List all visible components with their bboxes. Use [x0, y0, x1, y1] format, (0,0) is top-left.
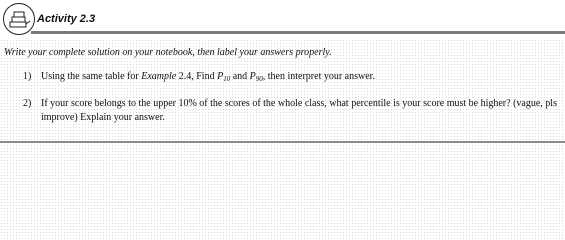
bottom-rule: [0, 141, 565, 143]
question-number: 2): [23, 98, 32, 109]
activity-header: [0, 0, 565, 40]
question-text: If your score belongs to the upper 10% of the scores of the whole class, what percentile is your score must be higher? (vague, pls improve) Explain your answer.: [41, 98, 557, 123]
question-number: 1): [23, 71, 32, 82]
activity-title: Activity 2.3: [37, 13, 96, 25]
question-text: Using the same table for Example 2.4, Find $P_{10}$ and $P_{90}$, then interpret your answer.: [41, 71, 375, 83]
activity-instructions: Write your complete solution on your notebook, then label your answers properly.: [4, 47, 332, 58]
header-rule: [31, 31, 565, 34]
